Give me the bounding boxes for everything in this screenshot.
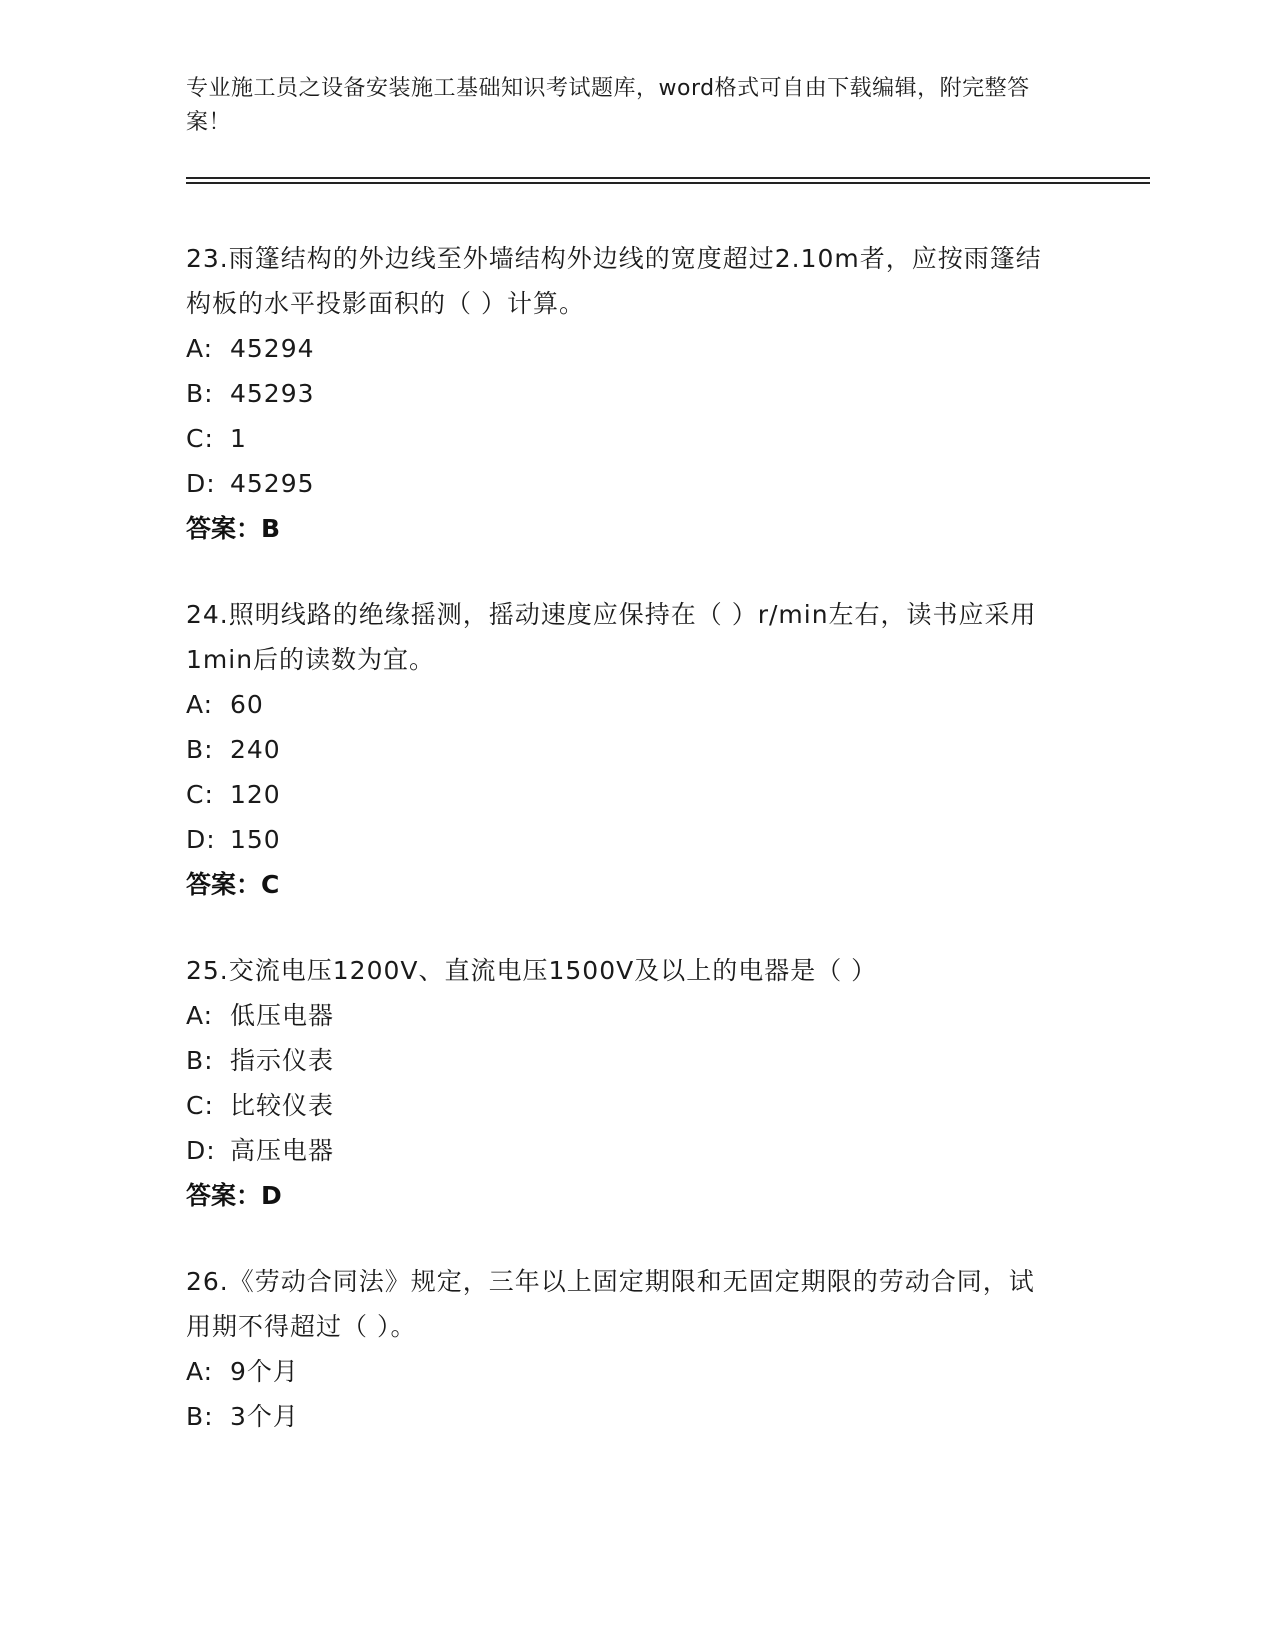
option-d — [186, 817, 1086, 862]
document-header: 专业施工员之设备安装施工基础知识考试题库，word格式可自由下载编辑，附完整答案！ — [186, 76, 1030, 135]
option-b — [186, 1038, 1086, 1083]
option-text: 低压电器 — [230, 1001, 335, 1030]
option-letter: A: — [186, 1001, 214, 1030]
answer-line: 答案：C — [186, 870, 280, 899]
question-stem: 24.照明线路的绝缘摇测，摇动速度应保持在（ ）r/min左右，读书应采用1min后的读数为宜。 — [186, 600, 1037, 674]
option-b — [186, 1394, 1086, 1439]
option-a — [186, 993, 1086, 1038]
option-text: 240 — [230, 735, 281, 764]
option-letter: B: — [186, 1402, 214, 1431]
question-stem: 26.《劳动合同法》规定，三年以上固定期限和无固定期限的劳动合同，试用期不得超过（ ）。 — [186, 1267, 1035, 1341]
option-letter: B: — [186, 379, 214, 408]
option-text: 1 — [230, 424, 247, 453]
option-b — [186, 371, 1086, 416]
option-text: 45294 — [230, 334, 315, 363]
option-c — [186, 416, 1086, 461]
question-stem: 23.雨篷结构的外边线至外墙结构外边线的宽度超过2.10m者，应按雨篷结构板的水平投影面积的（ ）计算。 — [186, 244, 1042, 318]
option-letter: B: — [186, 735, 214, 764]
option-d — [186, 1128, 1086, 1173]
option-a — [186, 1349, 1086, 1394]
option-a — [186, 682, 1086, 727]
question-stem: 25.交流电压1200V、直流电压1500V及以上的电器是（ ） — [186, 956, 878, 985]
question-23 — [186, 236, 1086, 551]
option-text: 比较仪表 — [230, 1091, 335, 1120]
option-text: 9个月 — [230, 1357, 299, 1386]
question-24 — [186, 592, 1086, 907]
option-letter: D: — [186, 825, 216, 854]
option-letter: A: — [186, 334, 214, 363]
option-text: 指示仪表 — [230, 1046, 335, 1075]
option-letter: B: — [186, 1046, 214, 1075]
option-text: 高压电器 — [230, 1136, 335, 1165]
question-list — [186, 236, 1086, 1480]
option-a — [186, 326, 1086, 371]
option-text: 45295 — [230, 469, 315, 498]
question-26 — [186, 1259, 1086, 1439]
option-c — [186, 772, 1086, 817]
option-letter: C: — [186, 780, 214, 809]
option-letter: A: — [186, 690, 214, 719]
option-c — [186, 1083, 1086, 1128]
answer-line: 答案：B — [186, 514, 281, 543]
option-letter: A: — [186, 1357, 214, 1386]
option-text: 150 — [230, 825, 281, 854]
option-text: 60 — [230, 690, 264, 719]
option-text: 120 — [230, 780, 281, 809]
option-b — [186, 727, 1086, 772]
option-letter: C: — [186, 424, 214, 453]
option-letter: D: — [186, 1136, 216, 1165]
option-d — [186, 461, 1086, 506]
header-divider-top — [186, 177, 1150, 179]
option-letter: C: — [186, 1091, 214, 1120]
header-divider-bottom — [186, 182, 1150, 184]
option-text: 3个月 — [230, 1402, 299, 1431]
option-text: 45293 — [230, 379, 315, 408]
answer-line: 答案：D — [186, 1181, 282, 1210]
question-25 — [186, 948, 1086, 1218]
option-letter: D: — [186, 469, 216, 498]
